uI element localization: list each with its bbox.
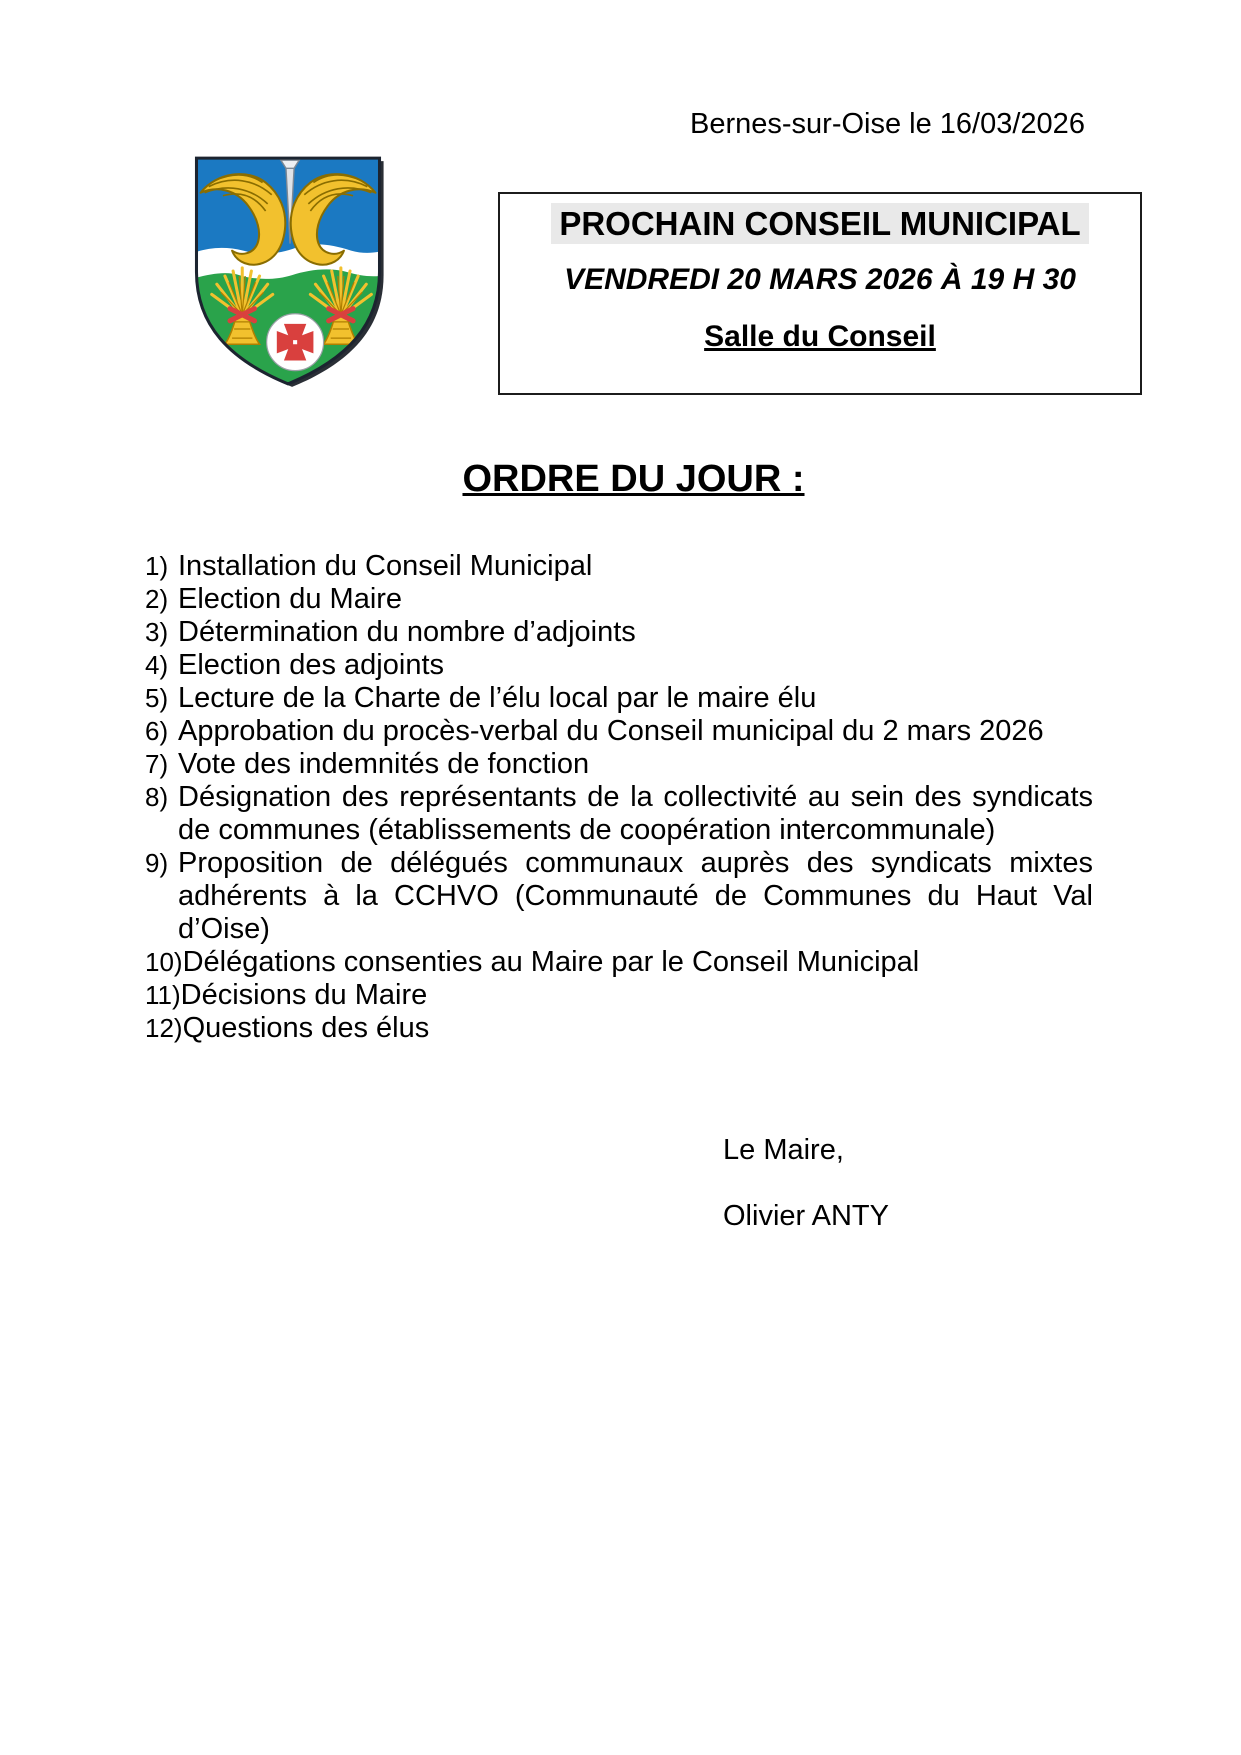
agenda-item-number: 12) — [145, 1013, 183, 1043]
agenda-heading-text: ORDRE DU JOUR : — [462, 458, 805, 500]
agenda-item-number: 11) — [145, 980, 181, 1010]
agenda-item — [145, 847, 1093, 946]
agenda-list — [145, 550, 1093, 1045]
notice-title — [500, 203, 1140, 245]
agenda-item — [145, 682, 1093, 715]
agenda-item-text: Décisions du Maire — [180, 979, 428, 1011]
agenda-item — [145, 550, 1093, 583]
date-line: Bernes-sur-Oise le 16/03/2026 — [690, 108, 1085, 140]
agenda-item-text: Lecture de la Charte de l’élu local par le maire élu — [178, 682, 817, 714]
notice-location — [500, 319, 1140, 355]
agenda-item-number: 6) — [145, 716, 169, 746]
coat-of-arms — [186, 150, 390, 392]
agenda-item — [145, 748, 1093, 781]
notice-datetime: VENDREDI 20 MARS 2026 À 19 H 30 — [564, 263, 1076, 296]
agenda-item — [145, 781, 1093, 847]
agenda-item — [145, 946, 1093, 979]
agenda-item-text: Questions des élus — [182, 1012, 430, 1044]
agenda-item — [145, 979, 1093, 1012]
agenda-item-number: 1) — [145, 551, 169, 581]
agenda-item-number: 10) — [145, 947, 183, 977]
agenda-item-number: 3) — [145, 617, 169, 647]
notice-box — [498, 192, 1142, 395]
agenda-item — [145, 616, 1093, 649]
agenda-item-number: 8) — [145, 782, 169, 812]
agenda-item — [145, 583, 1093, 616]
agenda-item — [145, 1012, 1093, 1045]
agenda-item-text: Installation du Conseil Municipal — [178, 550, 593, 582]
agenda-item-number: 5) — [145, 683, 169, 713]
agenda-item-number: 2) — [145, 584, 169, 614]
agenda-item-number: 7) — [145, 749, 169, 779]
signature-role: Le Maire, — [723, 1134, 844, 1166]
agenda-item — [145, 649, 1093, 682]
agenda-item-text: Election des adjoints — [178, 649, 444, 681]
agenda-item-text: Détermination du nombre d’adjoints — [178, 616, 636, 648]
agenda-item-text: Délégations consenties au Maire par le Conseil Municipal — [182, 946, 920, 978]
agenda-item-number: 4) — [145, 650, 169, 680]
agenda-heading — [13, 458, 1241, 501]
agenda-item-number: 9) — [145, 848, 169, 878]
agenda-item — [145, 715, 1093, 748]
agenda-item-text: Désignation des représentants de la collectivité au sein des syndicats de communes (établissements de coopération intercommunale) — [178, 781, 1093, 846]
cross-roundel-icon — [267, 314, 324, 371]
signature-name: Olivier ANTY — [723, 1200, 889, 1232]
notice-location-text: Salle du Conseil — [704, 320, 936, 353]
agenda-item-text: Approbation du procès-verbal du Conseil municipal du 2 mars 2026 — [178, 715, 1044, 747]
signature-block — [723, 1135, 889, 1231]
agenda-item-text: Vote des indemnités de fonction — [178, 748, 590, 780]
agenda-item-text: Proposition de délégués communaux auprès des syndicats mixtes adhérents à la CCHVO (Communauté de Communes du Haut Val d’Oise) — [178, 847, 1093, 945]
agenda-item-text: Election du Maire — [178, 583, 403, 615]
notice-title-text: PROCHAIN CONSEIL MUNICIPAL — [551, 203, 1088, 244]
